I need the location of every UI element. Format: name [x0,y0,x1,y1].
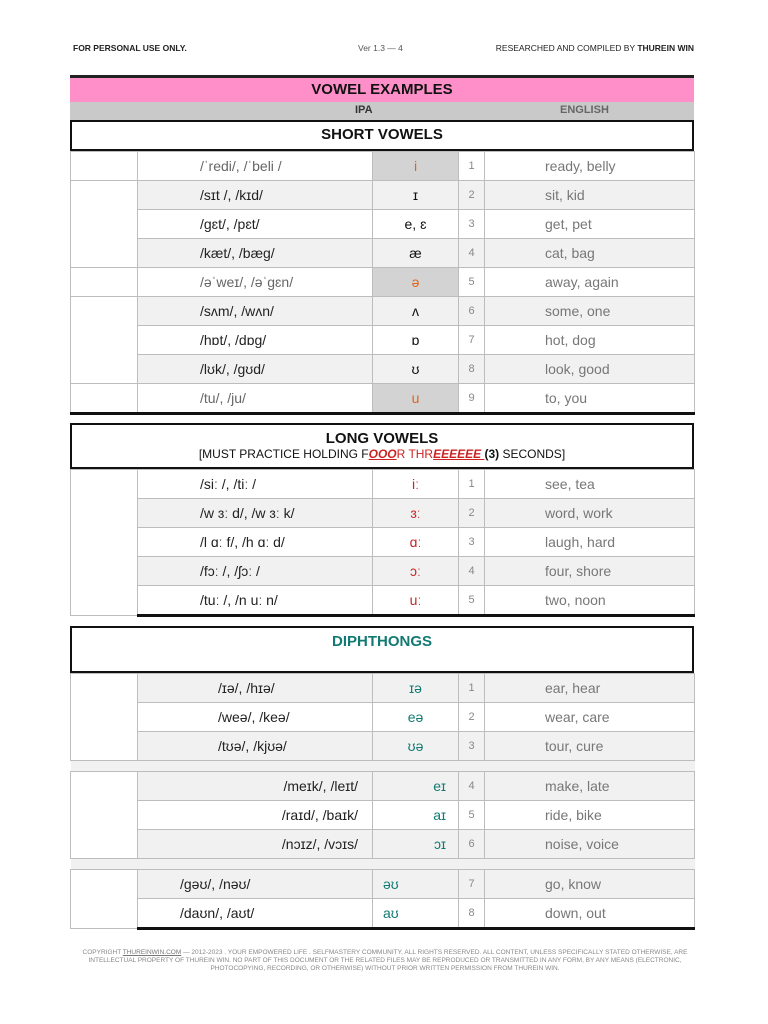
note-part: [MUST PRACTICE HOLDING F [198,447,369,461]
english-example: away, again [485,268,695,297]
row-side-cell [71,870,138,929]
separator-cell [71,761,695,772]
note-part: SECONDS] [502,447,566,461]
english-example: make, late [485,772,695,801]
vowel-symbol: eə [373,703,459,732]
english-example: sit, kid [485,181,695,210]
english-example: go, know [485,870,695,899]
vowel-symbol: ʊ [373,355,459,384]
ipa-transcription: /hɒt/, /dɒg/ [138,326,373,355]
note-emphasis: EEEEEE [433,447,485,461]
row-number: 9 [459,384,485,414]
version-label: Ver 1.3 — 4 [358,43,403,53]
ipa-transcription: /lʊk/, /gʊd/ [138,355,373,384]
ipa-transcription: /fɔː /, /ʃɔː / [138,557,373,586]
vowel-symbol: uː [373,586,459,616]
row-number: 5 [459,801,485,830]
row-number: 8 [459,355,485,384]
ipa-transcription: /tu/, /ju/ [138,384,373,414]
short-vowels-title: SHORT VOWELS [321,126,443,143]
table-row [71,268,695,297]
row-side-cell [71,674,138,761]
english-example: ride, bike [485,801,695,830]
row-number: 3 [459,210,485,239]
english-example: noise, voice [485,830,695,859]
ipa-transcription: /siː /, /tiː / [138,470,373,499]
diphthongs-title: DIPHTHONGS [331,633,432,650]
long-vowels-table [70,469,695,617]
english-example: word, work [485,499,695,528]
table-row [71,703,695,732]
table-row [71,870,695,899]
vowel-symbol: ʌ [373,297,459,326]
english-column-header: ENGLISH [560,104,609,116]
table-row [71,152,695,181]
column-header-bar [70,102,694,120]
row-number: 6 [459,830,485,859]
ipa-transcription: /sɪt /, /kɪd/ [138,181,373,210]
ipa-transcription: /raɪd/, /baɪk/ [138,801,373,830]
english-example: ready, belly [485,152,695,181]
ipa-transcription: /tuː /, /n uː n/ [138,586,373,616]
english-example: some, one [485,297,695,326]
row-number: 5 [459,268,485,297]
ipa-transcription: /kæt/, /bæg/ [138,239,373,268]
ipa-transcription: /gəʊ/, /nəʊ/ [138,870,373,899]
row-number: 4 [459,772,485,801]
english-example: to, you [485,384,695,414]
ipa-transcription: /l ɑː f/, /h ɑː d/ [138,528,373,557]
row-number: 4 [459,239,485,268]
vowel-symbol: ɔɪ [373,830,459,859]
row-side-cell [71,152,138,181]
vowel-symbol: ɜː [373,499,459,528]
table-row [71,355,695,384]
ipa-transcription: /ˈredi/, /ˈbeli / [138,152,373,181]
table-row [71,732,695,761]
row-side-cell [71,181,138,268]
long-vowels-title: LONG VOWELS [325,430,439,447]
table-row [71,210,695,239]
long-vowels-note [72,447,692,461]
copyright-text: — 2012-2023 . YOUR EMPOWERED LIFE . SELFMASTERY COMMUNITY. ALL RIGHTS RESERVED. ALL CONTENT, UNLESS SPECIFICALLY STATED OTHERWISE, ARE INTELLECTUAL PROPERTY OF THUREIN WIN. NO PART OF THIS DOCUMENT OR THE RELATED FILES MAY BE REPRODUCED OR TRANSMITTED IN ANY FORM, BY ANY MEANS (ELECTRONIC, PHOTOCOPYING, RECORDING, OR OTHERWISE) WITHOUT PRIOR WRITTEN PERMISSION FROM THUREIN WIN. [88,949,688,972]
long-vowels-heading [70,423,694,469]
row-side-cell [71,772,138,859]
vowel-symbol: iː [373,470,459,499]
ipa-transcription: /gɛt/, /pɛt/ [138,210,373,239]
note-emphasis: OOO [368,447,397,461]
table-row [71,899,695,929]
note-part: R THR [396,447,434,461]
english-example: laugh, hard [485,528,695,557]
table-row [71,297,695,326]
row-number: 1 [459,152,485,181]
author-credit-prefix: RESEARCHED AND COMPILED BY [495,43,638,53]
vowel-symbol: i [373,152,459,181]
ipa-transcription: /daʊn/, /aʊt/ [138,899,373,929]
row-number: 8 [459,899,485,929]
copyright-label: COPYRIGHT [82,949,122,956]
group-separator [71,761,695,772]
table-row [71,181,695,210]
english-example: tour, cure [485,732,695,761]
vowel-symbol: ə [373,268,459,297]
table-row [71,674,695,703]
row-number: 2 [459,181,485,210]
vowel-symbol: ɔː [373,557,459,586]
ipa-column-header: IPA [355,104,373,116]
english-example: hot, dog [485,326,695,355]
english-example: four, shore [485,557,695,586]
vowel-symbol: ɪə [373,674,459,703]
vowel-symbol: ɑː [373,528,459,557]
ipa-transcription: /nɔɪz/, /vɔɪs/ [138,830,373,859]
english-example: ear, hear [485,674,695,703]
row-number: 1 [459,674,485,703]
row-number: 1 [459,470,485,499]
vowel-symbol: ʊə [373,732,459,761]
diphthongs-table [70,673,695,930]
row-number: 3 [459,732,485,761]
group-separator [71,859,695,870]
english-example: look, good [485,355,695,384]
table-row [71,239,695,268]
table-row [71,801,695,830]
vowel-symbol: aʊ [373,899,459,929]
table-row [71,586,695,616]
website-link[interactable]: THUREINWIN.COM [122,949,182,956]
english-example: two, noon [485,586,695,616]
english-example: get, pet [485,210,695,239]
table-row [71,326,695,355]
vowel-symbol: əʊ [373,870,459,899]
row-side-cell [71,268,138,297]
author-name: THUREIN WIN [637,43,694,53]
personal-use-note: FOR PERSONAL USE ONLY. [73,43,187,53]
row-number: 4 [459,557,485,586]
table-row [71,499,695,528]
ipa-transcription: /ɪə/, /hɪə/ [138,674,373,703]
row-number: 7 [459,870,485,899]
diphthongs-heading [70,626,694,673]
row-side-cell [71,470,138,616]
vowel-symbol: æ [373,239,459,268]
copyright-footer [80,949,690,973]
english-example: down, out [485,899,695,929]
english-example: wear, care [485,703,695,732]
ipa-transcription: /w ɜː d/, /w ɜː k/ [138,499,373,528]
row-number: 2 [459,499,485,528]
vowel-symbol: u [373,384,459,414]
row-side-cell [71,384,138,414]
row-side-cell [71,297,138,384]
table-row [71,384,695,414]
table-row [71,772,695,801]
vowel-symbol: aɪ [373,801,459,830]
vowel-symbol: e, ɛ [373,210,459,239]
vowel-symbol: ɒ [373,326,459,355]
ipa-transcription: /weə/, /keə/ [138,703,373,732]
vowel-symbol: ɪ [373,181,459,210]
row-number: 7 [459,326,485,355]
short-vowels-table [70,151,695,415]
ipa-transcription: /meɪk/, /leɪt/ [138,772,373,801]
table-row [71,528,695,557]
page-title: VOWEL EXAMPLES [70,75,694,102]
row-number: 5 [459,586,485,616]
table-row [71,470,695,499]
table-row [71,830,695,859]
row-number: 6 [459,297,485,326]
table-row [71,557,695,586]
ipa-transcription: /tʊə/, /kjʊə/ [138,732,373,761]
english-example: see, tea [485,470,695,499]
row-number: 2 [459,703,485,732]
short-vowels-heading [70,120,694,151]
row-number: 3 [459,528,485,557]
separator-cell [71,859,695,870]
ipa-transcription: /əˈweɪ/, /əˈgɛn/ [138,268,373,297]
author-credit [496,43,694,53]
english-example: cat, bag [485,239,695,268]
ipa-transcription: /sʌm/, /wʌn/ [138,297,373,326]
note-count: (3) [484,447,503,461]
vowel-symbol: eɪ [373,772,459,801]
